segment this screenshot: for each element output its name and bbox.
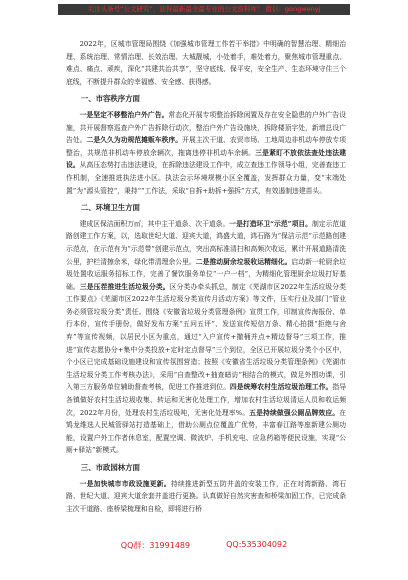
section-heading-city-appearance: 一、市容秩序方面 <box>80 94 140 104</box>
paragraph-outdoor-ads <box>66 109 346 197</box>
section-heading-sanitation: 二、环境卫生方面 <box>80 203 140 213</box>
document-body <box>66 38 346 515</box>
intro-paragraph: 2022年，区城市管理局围绕《加强城市管理工作若干举措》中明确的智慧治理、精细治理、系统治理、常情治理、长效治理、大城靓城，小处着手，难处着力，聚焦城市管理重点、难点、痛点、顽疾，深化“共建共治共享”，坚守底线、保平安，安全生产、生态环境守住三个底线，不断提升群众的幸福感、安全感、获得感。 <box>66 40 346 86</box>
paragraph-text: 持续推进新型五防井盖的安装工作，正在对湾新路、湾石路、世纪大道、迎宾大道余套井盖进行更换。认真做好自然灾害查和桥梁加固工作，已完成条主次干道路、座桥梁梳理和自检，即将进行桥 <box>66 479 347 513</box>
lead-phrase: 一是加快城市市政设施更新。 <box>79 479 171 488</box>
lead-phrase: 二是推动厨余垃圾收运精细化。 <box>195 257 292 266</box>
qq-number-text: QQ:535304092 <box>226 540 288 549</box>
promo-banner: 关注头条号“公文研究”，获得最新最全最专业的公文资料库！ 微信：gongwenyj <box>58 4 350 15</box>
paragraph-text: 建成区保洁面积万㎡，其中主干道条、次干道条。 <box>79 219 230 228</box>
paragraph-municipal-facilities <box>66 478 346 516</box>
paragraph-text: 从高压态势打击违法建设，在拆除违法建设工作中，成立查违工作领导小组，完善查违工作机制，全速推进执法进小区。执法会示环境规模小区全覆盖，发挥群众力量，变“末端处置”为“源头管控”，秉持“”工作法，采取“自拆+助拆+强拆”方式，有效遏制违建苗头。 <box>66 161 347 195</box>
lead-phrase: 四是统筹农村生活垃圾治理工作。 <box>229 383 333 392</box>
paragraph-text: 指导各镇做好农村生活垃圾收集、转运和无害化处理工作，增加农村生活垃圾清运人员和收运频次，2022年月份，处理农村生活垃圾吨，无害化处理率%。 <box>66 383 347 417</box>
paragraph-text: 制定示范道路创建工作方案，以，选取世纪大道、迎宾大道，鸿盛大道，鸿石路为“保洁示范”示范路创建示范点，在示范有为“示范带”创建示范点，突出高标准清扫和高频次收运，累计开展道路清洗公里，护栏清擦余米，绿化带清理余公里。 <box>66 219 346 266</box>
paragraph-text: 启动新一轮厨余垃圾处置收运服务招标工作，完善了餐饮服务单位“一户一档”，为精细化管理厨余垃圾打好基础。 <box>66 257 347 291</box>
paragraph-text: 区分类办牵头抓总，制定《芜湖市区2022年生活垃圾分类工作要点》《芜湖市区2022年生活垃圾分类宣传月活动方案》等文件，压实行业及部门“管业务必须管垃圾分类”责任。围绕《安徽省垃圾分类管理条例》宣贯工作，印制宣传海报份、单行本份，宣传手册份，做好发布方案“五问五评”、发送宣传短信万条、精心拍摄“拒绝与舍弃”等宣传视频，以居民小区为重点，通过“入户宣传+撤桶并点+精边督导”三项工作，推进“宣传志愿协分+集中分类投放+定时定点督导”三个到位，全区已开展垃圾分类个小区中，个小区已完成基础设施建设和宣传氛围营造；按照《安徽省生活垃圾分类管理条例》《芜湖市生活垃圾分类工作考核办法》，采用“自查整改+抽查暗访”相结合的模式，做足外围功课，引入第三方服务单位辅助督查考核，促进工作推进到位。 <box>66 282 347 392</box>
paragraph-text: 常态化开展专项整治拆除闲置及存在安全隐患的户外广告设施，共开展督察巡查户外广告拆除行动次，整治户外广告设施块，拆除楼顶字处，新增总设广告处。 <box>66 110 347 145</box>
lead-phrase: 一是坚定不移整治户外广告。 <box>79 110 169 119</box>
lead-phrase: 三是紧盯不放依法查处违法建设。 <box>66 148 346 170</box>
contact-footer <box>0 540 408 551</box>
section-heading-municipal-gardens: 三、市政园林方面 <box>80 463 140 472</box>
paragraph-text: 在鸩龙维选人民城管驿站打造基础上，借助公厕点位覆盖广优势，丰富春江路等座新建公厕功能，设置户外工作者休息室，配置空调、微波炉、手机充电、应急药箱等便民设施，实现“公厕+驿站”新模式。 <box>66 408 346 455</box>
lead-phrase: 一是打造环卫“示范”项目。 <box>229 219 312 228</box>
lead-phrase: 二是久久为功规范摊贩车秩序。 <box>86 136 183 145</box>
lead-phrase: 三是压茬推进生活垃圾分类。 <box>79 282 170 291</box>
lead-phrase: 五是持续做强公厕品牌效应。 <box>249 408 340 417</box>
qq-group-text: QQ群：31991489 <box>120 541 191 550</box>
paragraph-text: 开展主次干道、农贸市场、工地周边非机动车停放专项整治，共规范非机动车停放余辆次，拖离违停非机动车余辆。 <box>66 136 347 157</box>
paragraph-demo-project <box>66 218 346 457</box>
